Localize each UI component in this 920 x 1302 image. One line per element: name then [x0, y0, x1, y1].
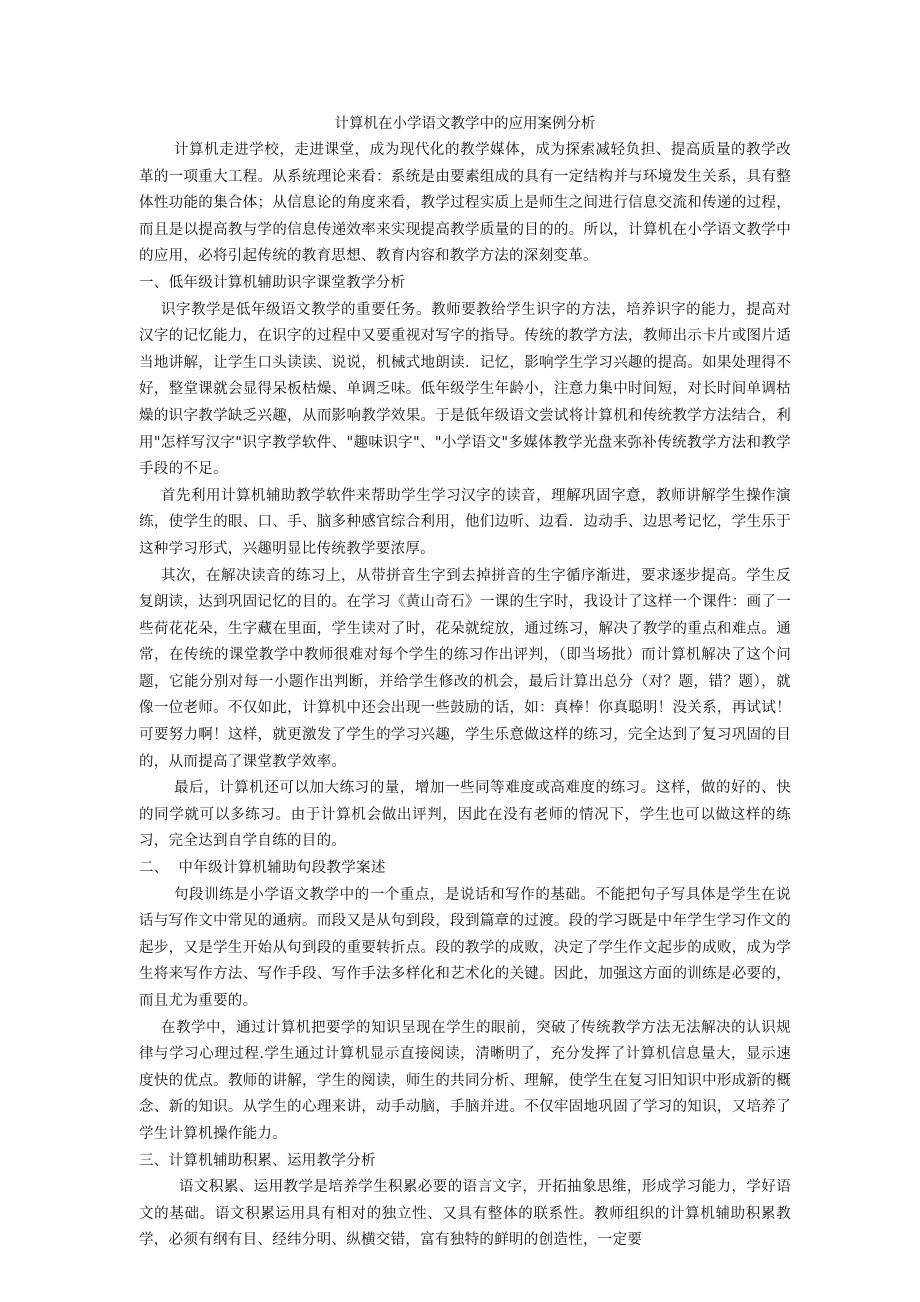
section1-paragraph-3: 其次，在解决读音的练习上，从带拼音生字到去掉拼音的生字循序渐进，要求逐步提高。学生反复朗读，达到巩固记忆的目的。在学习《黄山奇石》一课的生字时，我设计了这样一个课件：画了一些荷花花朵，生字藏在里面，学生读对了时，花朵就绽放，通过练习，解决了教学的重点和难点。通常，在传统的课堂教学中教师很难对每个学生的练习作出评判，（即当场批）而计算机解决了这个问题，它能分别对每一小题作出判断，并给学生修改的机会，最后计算出总分（对？题，错？题），就像一位老师。不仅如此，计算机中还会出现一些鼓励的话，如：真棒！你真聪明！没关系，再试试！可要努力啊！这样，就更激发了学生的学习兴趣，学生乐意做这样的练习，完全达到了复习巩固的目的，从而提高了课堂教学效率。: [139, 567, 791, 770]
intro-paragraph: 计算机走进学校，走进课堂，成为现代化的教学媒体，成为探索减轻负担、提高质量的教学改革的一项重大工程。从系统理论来看：系统是由要素组成的具有一定结构并与环境发生关系，具有整体性功能的集合体；从信息论的角度来看，教学过程实质上是师生之间进行信息交流和传递的过程，而且是以提高教与学的信息传递效率来实现提高教学质量的目的的。所以，计算机在小学语文教学中的应用，必将引起传统的教育思想、教育内容和教学方法的深刻变革。: [139, 142, 791, 265]
section-heading-3: 三、计算机辅助积累、运用教学分析: [139, 1152, 376, 1169]
document-page: [139, 112, 791, 1254]
section2-paragraph-2: 在教学中，通过计算机把要学的知识呈现在学生的眼前，突破了传统教学方法无法解决的认识规律与学习心理过程.学生通过计算机显示直接阅读，清晰明了，充分发挥了计算机信息量大，显示速度快的优点。教师的讲解，学生的阅读，师生的共同分析、理解，使学生在复习旧知识中形成新的概念、新的知识。从学生的心理来讲，动手动脑，手脑并进。不仅牢固地巩固了学习的知识，又培养了学生计算机操作能力。: [139, 1019, 791, 1142]
section3-paragraph-1: 语文积累、运用教学是培养学生积累必要的语言文字，开拓抽象思维，形成学习能力，学好语文的基础。语文积累运用具有相对的独立性、又具有整体的联系性。教师组织的计算机辅助积累教学，必须有纲有目、经纬分明、纵横交错，富有独特的鲜明的创造性，一定要: [139, 1179, 791, 1249]
section1-paragraph-4: 最后，计算机还可以加大练习的量，增加一些同等难度或高难度的练习。这样，做的好的、快的同学就可以多练习。由于计算机会做出评判，因此在没有老师的情况下，学生也可以做这样的练习，完全达到自学自练的目的。: [139, 780, 791, 850]
section2-paragraph-1: 句段训练是小学语文教学中的一个重点，是说话和写作的基础。不能把句子写具体是学生在说话与写作文中常见的通病。而段又是从句到段，段到篇章的过渡。段的学习既是中年学生学习作文的起步，又是学生开始从句到段的重要转折点。段的教学的成败，决定了学生作文起步的成败，成为学生将来写作方法、写作手段、写作手法多样化和艺术化的关键。因此，加强这方面的训练是必要的，而且尤为重要的。: [139, 886, 791, 1009]
section1-paragraph-1: 识字教学是低年级语文教学的重要任务。教师要教给学生识字的方法，培养识字的能力，提高对汉字的记忆能力，在识字的过程中又要重视对写字的指导。传统的教学方法，教师出示卡片或图片适当地讲解，让学生口头读读、说说，机械式地朗读．记忆，影响学生学习兴趣的提高。如果处理得不好，整堂课就会显得呆板枯燥、单调乏味。低年级学生年龄小，注意力集中时间短，对长时间单调枯燥的识字教学缺乏兴趣，从而影响教学效果。于是低年级语文尝试将计算机和传统教学方法结合，利用"怎样写汉字"识字教学软件、"趣味识字"、"小学语文"多媒体教学光盘来弥补传统教学方法和教学手段的不足。: [139, 301, 791, 478]
section-heading-1: 一、低年级计算机辅助识字课堂教学分析: [139, 274, 406, 291]
document-title: 计算机在小学语文教学中的应用案例分析: [334, 116, 596, 132]
section1-paragraph-2: 首先利用计算机辅助教学软件来帮助学生学习汉字的读音，理解巩固字意，教师讲解学生操作演练，使学生的眼、口、手、脑多种感官综合利用，他们边听、边看．边动手、边思考记忆，学生乐于这种学习形式，兴趣明显比传统教学要浓厚。: [139, 487, 791, 557]
section-heading-2: 二、 中年级计算机辅助句段教学案述: [139, 860, 386, 877]
